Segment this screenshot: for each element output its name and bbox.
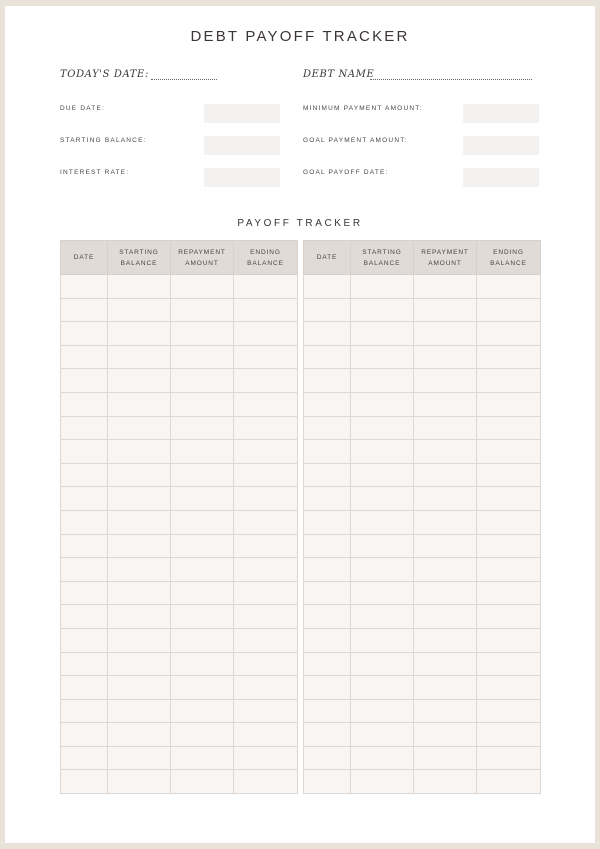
ending-balance-cell[interactable] (234, 558, 298, 582)
date-cell[interactable] (61, 416, 108, 440)
table-row (61, 628, 298, 652)
ending-balance-cell[interactable] (477, 723, 541, 747)
date-cell[interactable] (304, 558, 351, 582)
date-cell[interactable] (304, 298, 351, 322)
date-cell[interactable] (61, 676, 108, 700)
date-cell[interactable] (304, 345, 351, 369)
goal-payoff-date-field[interactable] (463, 168, 539, 187)
repayment-amount-cell[interactable] (171, 581, 234, 605)
repayment-amount-cell[interactable] (414, 345, 477, 369)
table-row (304, 676, 541, 700)
table-row (304, 558, 541, 582)
ending-balance-cell[interactable] (234, 746, 298, 770)
table-row (304, 463, 541, 487)
ending-balance-cell[interactable] (477, 369, 541, 393)
minimum-payment-field[interactable] (463, 104, 539, 123)
repayment-amount-cell[interactable] (414, 581, 477, 605)
due-date-label: DUE DATE: (60, 105, 105, 112)
repayment-amount-cell[interactable] (171, 699, 234, 723)
table-row (304, 510, 541, 534)
starting-balance-cell[interactable] (108, 392, 171, 416)
date-cell[interactable] (61, 534, 108, 558)
repayment-amount-cell[interactable] (414, 369, 477, 393)
minimum-payment-label: MINIMUM PAYMENT AMOUNT: (303, 105, 423, 112)
starting-balance-cell[interactable] (351, 770, 414, 794)
starting-balance-label: STARTING BALANCE: (60, 137, 147, 144)
repayment-amount-cell[interactable] (414, 746, 477, 770)
starting-balance-cell[interactable] (351, 699, 414, 723)
repayment-amount-cell[interactable] (171, 487, 234, 511)
repayment-amount-cell[interactable] (414, 322, 477, 346)
date-cell[interactable] (304, 723, 351, 747)
ending-balance-cell[interactable] (477, 510, 541, 534)
starting-balance-cell[interactable] (351, 322, 414, 346)
table-row (61, 746, 298, 770)
repayment-amount-cell[interactable] (414, 605, 477, 629)
table-row (304, 628, 541, 652)
ending-balance-cell[interactable] (477, 322, 541, 346)
repayment-amount-cell[interactable] (171, 510, 234, 534)
date-cell[interactable] (61, 322, 108, 346)
starting-balance-cell[interactable] (351, 369, 414, 393)
date-cell[interactable] (304, 416, 351, 440)
ending-balance-cell[interactable] (234, 581, 298, 605)
starting-balance-cell[interactable] (108, 699, 171, 723)
starting-balance-cell[interactable] (108, 723, 171, 747)
starting-balance-cell[interactable] (108, 369, 171, 393)
repayment-amount-cell[interactable] (414, 416, 477, 440)
repayment-amount-cell[interactable] (414, 723, 477, 747)
table-row (61, 676, 298, 700)
repayment-amount-cell[interactable] (414, 652, 477, 676)
table-row (304, 298, 541, 322)
column-header-repayment-amount: REPAYMENT AMOUNT (171, 241, 234, 275)
repayment-amount-cell[interactable] (171, 275, 234, 299)
table-row (61, 652, 298, 676)
date-cell[interactable] (61, 510, 108, 534)
table-row (61, 581, 298, 605)
starting-balance-cell[interactable] (351, 652, 414, 676)
starting-balance-cell[interactable] (108, 322, 171, 346)
repayment-amount-cell[interactable] (414, 558, 477, 582)
starting-balance-cell[interactable] (108, 487, 171, 511)
table-row (61, 510, 298, 534)
table-header-row (304, 241, 541, 275)
column-header-ending-balance: ENDING BALANCE (234, 241, 298, 275)
ending-balance-cell[interactable] (234, 322, 298, 346)
date-cell[interactable] (61, 605, 108, 629)
table-row (304, 699, 541, 723)
ending-balance-cell[interactable] (477, 487, 541, 511)
table-row (61, 770, 298, 794)
table-row (304, 770, 541, 794)
table-row (304, 723, 541, 747)
column-header-date: DATE (61, 241, 108, 275)
repayment-amount-cell[interactable] (171, 770, 234, 794)
repayment-amount-cell[interactable] (171, 392, 234, 416)
table-row (61, 345, 298, 369)
date-cell[interactable] (304, 392, 351, 416)
date-cell[interactable] (61, 392, 108, 416)
date-cell[interactable] (304, 628, 351, 652)
todays-date-field[interactable] (151, 79, 217, 80)
table-row (304, 275, 541, 299)
todays-date-label: TODAY'S DATE: (60, 69, 149, 80)
table-row (61, 723, 298, 747)
starting-balance-cell[interactable] (108, 416, 171, 440)
ending-balance-cell[interactable] (477, 605, 541, 629)
table-row (61, 699, 298, 723)
ending-balance-cell[interactable] (477, 463, 541, 487)
ending-balance-cell[interactable] (234, 699, 298, 723)
ending-balance-cell[interactable] (477, 275, 541, 299)
date-cell[interactable] (304, 322, 351, 346)
date-cell[interactable] (61, 581, 108, 605)
table-row (61, 275, 298, 299)
repayment-amount-cell[interactable] (171, 652, 234, 676)
table-row (61, 298, 298, 322)
table-row (61, 605, 298, 629)
ending-balance-cell[interactable] (234, 275, 298, 299)
ending-balance-cell[interactable] (477, 345, 541, 369)
starting-balance-cell[interactable] (351, 628, 414, 652)
column-header-starting-balance: STARTING BALANCE (108, 241, 171, 275)
interest-rate-field[interactable] (204, 168, 280, 187)
starting-balance-cell[interactable] (351, 534, 414, 558)
date-cell[interactable] (304, 463, 351, 487)
ending-balance-cell[interactable] (477, 581, 541, 605)
table-row (61, 322, 298, 346)
repayment-amount-cell[interactable] (414, 676, 477, 700)
table-row (304, 345, 541, 369)
table-header-row (61, 241, 298, 275)
date-cell[interactable] (61, 699, 108, 723)
column-header-date: DATE (304, 241, 351, 275)
table-row (61, 558, 298, 582)
ending-balance-cell[interactable] (234, 369, 298, 393)
date-cell[interactable] (61, 369, 108, 393)
starting-balance-cell[interactable] (351, 605, 414, 629)
date-cell[interactable] (61, 746, 108, 770)
debt-name-field[interactable] (370, 79, 532, 80)
column-header-ending-balance: ENDING BALANCE (477, 241, 541, 275)
column-header-repayment-amount: REPAYMENT AMOUNT (414, 241, 477, 275)
date-cell[interactable] (61, 275, 108, 299)
repayment-amount-cell[interactable] (171, 463, 234, 487)
ending-balance-cell[interactable] (234, 628, 298, 652)
ending-balance-cell[interactable] (477, 652, 541, 676)
date-cell[interactable] (304, 510, 351, 534)
table-row (304, 369, 541, 393)
starting-balance-cell[interactable] (108, 581, 171, 605)
ending-balance-cell[interactable] (234, 416, 298, 440)
debt-name-label: DEBT NAME (303, 69, 375, 80)
goal-payoff-date-label: GOAL PAYOFF DATE: (303, 169, 389, 176)
repayment-amount-cell[interactable] (414, 628, 477, 652)
tracker-page (5, 6, 595, 843)
starting-balance-cell[interactable] (108, 746, 171, 770)
table-row (61, 440, 298, 464)
date-cell[interactable] (61, 298, 108, 322)
goal-payment-label: GOAL PAYMENT AMOUNT: (303, 137, 408, 144)
repayment-amount-cell[interactable] (171, 676, 234, 700)
ending-balance-cell[interactable] (477, 628, 541, 652)
repayment-amount-cell[interactable] (171, 723, 234, 747)
starting-balance-cell[interactable] (108, 558, 171, 582)
starting-balance-cell[interactable] (351, 298, 414, 322)
ending-balance-cell[interactable] (477, 298, 541, 322)
ending-balance-cell[interactable] (477, 440, 541, 464)
goal-payment-field[interactable] (463, 136, 539, 155)
date-cell[interactable] (304, 652, 351, 676)
ending-balance-cell[interactable] (234, 723, 298, 747)
date-cell[interactable] (304, 699, 351, 723)
payoff-table-left (60, 240, 298, 794)
ending-balance-cell[interactable] (234, 440, 298, 464)
ending-balance-cell[interactable] (477, 558, 541, 582)
starting-balance-cell[interactable] (351, 463, 414, 487)
ending-balance-cell[interactable] (477, 770, 541, 794)
repayment-amount-cell[interactable] (171, 558, 234, 582)
repayment-amount-cell[interactable] (414, 298, 477, 322)
date-cell[interactable] (61, 345, 108, 369)
table-row (304, 581, 541, 605)
starting-balance-cell[interactable] (351, 440, 414, 464)
ending-balance-cell[interactable] (234, 463, 298, 487)
payoff-tracker-title: PAYOFF TRACKER (237, 218, 363, 229)
date-cell[interactable] (61, 487, 108, 511)
date-cell[interactable] (304, 746, 351, 770)
date-cell[interactable] (304, 605, 351, 629)
date-cell[interactable] (61, 770, 108, 794)
repayment-amount-cell[interactable] (414, 440, 477, 464)
ending-balance-cell[interactable] (234, 345, 298, 369)
ending-balance-cell[interactable] (234, 487, 298, 511)
date-cell[interactable] (304, 534, 351, 558)
starting-balance-cell[interactable] (351, 581, 414, 605)
interest-rate-label: INTEREST RATE: (60, 169, 130, 176)
table-row (304, 534, 541, 558)
date-cell[interactable] (61, 440, 108, 464)
starting-balance-cell[interactable] (351, 510, 414, 534)
ending-balance-cell[interactable] (234, 652, 298, 676)
ending-balance-cell[interactable] (477, 676, 541, 700)
table-row (304, 392, 541, 416)
starting-balance-cell[interactable] (351, 345, 414, 369)
ending-balance-cell[interactable] (477, 699, 541, 723)
repayment-amount-cell[interactable] (171, 322, 234, 346)
starting-balance-cell[interactable] (351, 558, 414, 582)
page-title: DEBT PAYOFF TRACKER (190, 28, 410, 45)
repayment-amount-cell[interactable] (171, 440, 234, 464)
repayment-amount-cell[interactable] (171, 369, 234, 393)
starting-balance-cell[interactable] (108, 770, 171, 794)
repayment-amount-cell[interactable] (414, 699, 477, 723)
repayment-amount-cell[interactable] (171, 345, 234, 369)
starting-balance-field[interactable] (204, 136, 280, 155)
starting-balance-cell[interactable] (108, 652, 171, 676)
table-row (304, 416, 541, 440)
table-row (304, 487, 541, 511)
starting-balance-cell[interactable] (108, 345, 171, 369)
repayment-amount-cell[interactable] (414, 275, 477, 299)
ending-balance-cell[interactable] (477, 392, 541, 416)
starting-balance-cell[interactable] (351, 275, 414, 299)
ending-balance-cell[interactable] (477, 746, 541, 770)
ending-balance-cell[interactable] (477, 416, 541, 440)
column-header-starting-balance: STARTING BALANCE (351, 241, 414, 275)
repayment-amount-cell[interactable] (414, 487, 477, 511)
repayment-amount-cell[interactable] (414, 463, 477, 487)
date-cell[interactable] (304, 581, 351, 605)
starting-balance-cell[interactable] (108, 605, 171, 629)
date-cell[interactable] (61, 652, 108, 676)
table-row (304, 652, 541, 676)
starting-balance-cell[interactable] (108, 275, 171, 299)
ending-balance-cell[interactable] (234, 392, 298, 416)
starting-balance-cell[interactable] (351, 746, 414, 770)
repayment-amount-cell[interactable] (171, 534, 234, 558)
starting-balance-cell[interactable] (108, 534, 171, 558)
repayment-amount-cell[interactable] (414, 392, 477, 416)
date-cell[interactable] (61, 463, 108, 487)
starting-balance-cell[interactable] (108, 676, 171, 700)
starting-balance-cell[interactable] (351, 723, 414, 747)
date-cell[interactable] (304, 770, 351, 794)
table-row (61, 392, 298, 416)
date-cell[interactable] (304, 440, 351, 464)
date-cell[interactable] (61, 723, 108, 747)
table-row (61, 416, 298, 440)
table-row (61, 463, 298, 487)
due-date-field[interactable] (204, 104, 280, 123)
ending-balance-cell[interactable] (234, 510, 298, 534)
date-cell[interactable] (304, 369, 351, 393)
starting-balance-cell[interactable] (108, 440, 171, 464)
repayment-amount-cell[interactable] (414, 770, 477, 794)
ending-balance-cell[interactable] (234, 534, 298, 558)
table-row (304, 605, 541, 629)
date-cell[interactable] (304, 676, 351, 700)
repayment-amount-cell[interactable] (171, 298, 234, 322)
table-row (304, 440, 541, 464)
repayment-amount-cell[interactable] (414, 510, 477, 534)
ending-balance-cell[interactable] (477, 534, 541, 558)
starting-balance-cell[interactable] (351, 487, 414, 511)
table-row (61, 534, 298, 558)
table-row (61, 369, 298, 393)
ending-balance-cell[interactable] (234, 298, 298, 322)
ending-balance-cell[interactable] (234, 676, 298, 700)
starting-balance-cell[interactable] (351, 392, 414, 416)
ending-balance-cell[interactable] (234, 770, 298, 794)
repayment-amount-cell[interactable] (171, 628, 234, 652)
starting-balance-cell[interactable] (351, 676, 414, 700)
table-row (304, 322, 541, 346)
date-cell[interactable] (304, 487, 351, 511)
date-cell[interactable] (61, 558, 108, 582)
table-row (61, 487, 298, 511)
ending-balance-cell[interactable] (234, 605, 298, 629)
date-cell[interactable] (61, 628, 108, 652)
repayment-amount-cell[interactable] (414, 534, 477, 558)
repayment-amount-cell[interactable] (171, 746, 234, 770)
starting-balance-cell[interactable] (108, 463, 171, 487)
date-cell[interactable] (304, 275, 351, 299)
repayment-amount-cell[interactable] (171, 605, 234, 629)
payoff-table-right (303, 240, 541, 794)
starting-balance-cell[interactable] (351, 416, 414, 440)
starting-balance-cell[interactable] (108, 510, 171, 534)
repayment-amount-cell[interactable] (171, 416, 234, 440)
table-row (304, 746, 541, 770)
starting-balance-cell[interactable] (108, 628, 171, 652)
starting-balance-cell[interactable] (108, 298, 171, 322)
